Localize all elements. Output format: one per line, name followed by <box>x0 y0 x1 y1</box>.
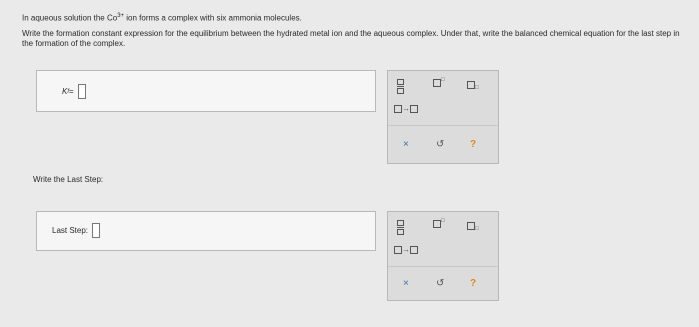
math-toolbar-2 <box>387 211 499 301</box>
last-step-input-field[interactable] <box>92 223 100 238</box>
question-text-pre: In aqueous solution the Co <box>22 13 118 23</box>
question-instructions: Write the formation constant expression for the equilibrium between the hydrated metal ion and the aqueous complex. Under that, write the balanced chemical equation for the last step in the formation of the complex. <box>22 29 680 48</box>
help-icon[interactable]: ? <box>470 278 477 289</box>
undo-icon[interactable]: ↺ <box>436 139 445 150</box>
fraction-icon[interactable] <box>396 79 404 94</box>
toolbar-divider <box>388 266 498 267</box>
reaction-arrow-icon[interactable]: → <box>394 104 418 113</box>
superscript-icon[interactable]: □ <box>433 79 445 87</box>
reaction-arrow-icon[interactable]: → <box>394 245 418 254</box>
undo-icon[interactable]: ↺ <box>436 278 445 289</box>
last-step-answer-box[interactable] <box>36 211 376 251</box>
subscript-icon[interactable]: □ <box>467 220 479 232</box>
clear-icon[interactable]: × <box>403 139 409 150</box>
charge-superscript: 3+ <box>117 13 125 19</box>
formation-constant-answer-box[interactable] <box>36 70 376 112</box>
kf-subscript: f <box>67 88 70 95</box>
kf-expression <box>62 84 86 99</box>
kf-input-field[interactable] <box>78 84 86 99</box>
math-toolbar-1 <box>387 70 499 164</box>
superscript-icon[interactable]: □ <box>433 220 445 228</box>
kf-label: K <box>62 87 68 96</box>
last-step-heading: Write the Last Step: <box>33 175 104 184</box>
last-step-label: Last Step: <box>52 226 89 235</box>
toolbar-divider <box>388 125 498 126</box>
clear-icon[interactable]: × <box>403 278 409 289</box>
subscript-icon[interactable]: □ <box>467 79 479 91</box>
question-text-post: ion forms a complex with six ammonia molecules. <box>124 13 302 23</box>
help-icon[interactable]: ? <box>470 139 477 150</box>
equals-sign: = <box>69 87 74 96</box>
fraction-icon[interactable] <box>396 220 404 235</box>
last-step-expression <box>52 223 100 238</box>
question-line-1 <box>22 13 302 23</box>
